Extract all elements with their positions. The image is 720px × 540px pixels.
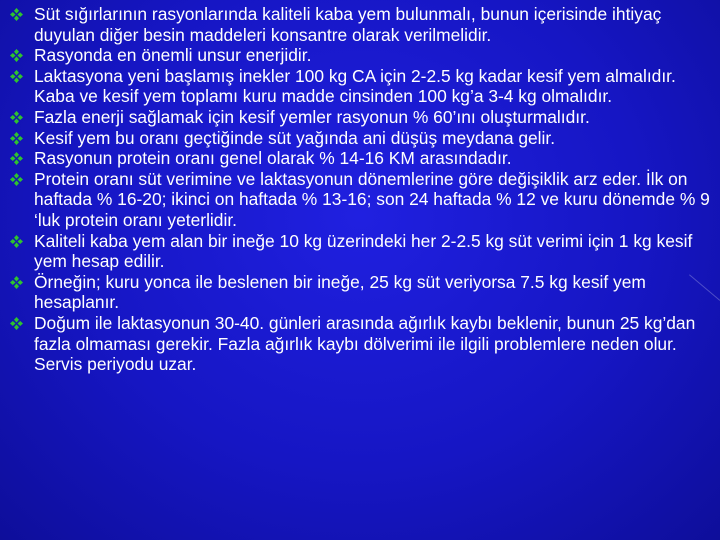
- bullet-text-9: Örneğin; kuru yonca ile beslenen bir ineğe, 25 kg süt veriyorsa 7.5 kg kesif yem hesaplanır.: [34, 271, 646, 313]
- bullet-text-2: Rasyonda en önemli unsur enerjidir.: [34, 45, 312, 66]
- bullet-text-10: Doğum ile laktasyonun 30-40. günleri arasında ağırlık kaybı beklenir, bunun 25 kg’dan fazla olmaması gerekir. Fazla ağırlık kaybı dölverimi ile ilgili problemlere neden olur. Servis periyodu uzar.: [34, 312, 696, 375]
- bullet-text-5: Kesif yem bu oranı geçtiğinde süt yağında ani düşüş meydana gelir.: [34, 127, 556, 148]
- bullet-item-3: [10, 66, 716, 107]
- bullet-text-1: Süt sığırlarının rasyonlarında kaliteli kaba yem bulunmalı, bunun içerisinde ihtiyaç duyulan diğer besin maddeleri konsantre olarak verilmelidir.: [34, 4, 662, 45]
- bullet-item-7: [10, 169, 716, 231]
- bullet-text-4: Fazla enerji sağlamak için kesif yemler rasyonun % 60’ını oluşturmalıdır.: [34, 106, 590, 127]
- diamond-quad-icon: [10, 152, 23, 165]
- bullet-item-10: [10, 313, 716, 375]
- bullet-text-8: Kaliteli kaba yem alan bir ineğe 10 kg üzerindeki her 2-2.5 kg süt verimi için 1 kg kesif yem hesap edilir.: [34, 230, 693, 272]
- bullet-item-2: [10, 45, 716, 66]
- diamond-quad-icon: [10, 276, 23, 289]
- bullet-text-3: Laktasyona yeni başlamış inekler 100 kg CA için 2-2.5 kg kadar kesif yem almalıdır. Kaba ve kesif yem toplamı kuru madde cinsinden 100 kg’a 3-4 kg olmalıdır.: [34, 65, 676, 107]
- diamond-quad-icon: [10, 49, 23, 62]
- diamond-quad-icon: [10, 317, 23, 330]
- bullet-item-4: [10, 107, 716, 128]
- diamond-quad-icon: [10, 173, 23, 186]
- diamond-quad-icon: [10, 132, 23, 145]
- diamond-quad-icon: [10, 70, 23, 83]
- bullet-item-5: [10, 128, 716, 149]
- bullet-item-9: [10, 272, 716, 313]
- bullet-text-7: Protein oranı süt verimine ve laktasyonun dönemlerine göre değişiklik arz eder. İlk on haftada % 16-20; ikinci on haftada % 13-16; son 24 haftada % 12 ve kuru dönemde % 9 ‘luk protein oranı yeterlidir.: [34, 168, 710, 230]
- bullet-item-6: [10, 148, 716, 169]
- bullet-text-6: Rasyonun protein oranı genel olarak % 14-16 KM arasındadır.: [34, 148, 512, 169]
- bullet-list: [10, 4, 716, 375]
- diamond-quad-icon: [10, 235, 23, 248]
- bullet-item-8: [10, 231, 716, 272]
- diamond-quad-icon: [10, 8, 23, 21]
- bullet-item-1: [10, 4, 716, 45]
- diamond-quad-icon: [10, 111, 23, 124]
